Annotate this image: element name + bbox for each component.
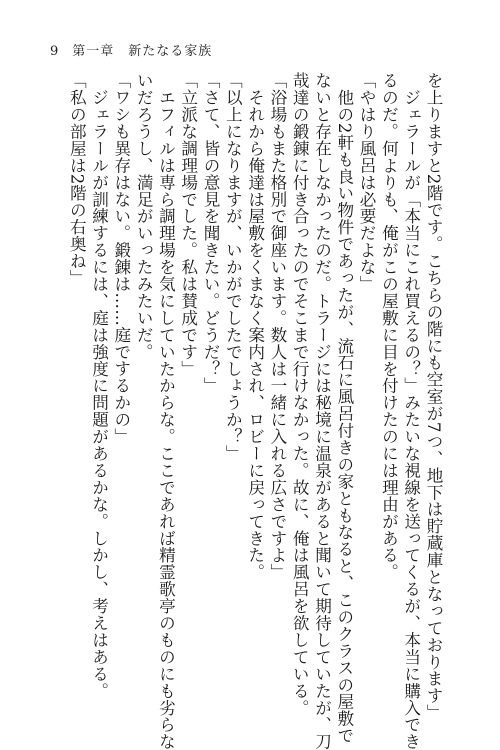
text-line: を上りますと2階です。こちらの階にも空室が7つ、地下は貯蔵庫となっております」 [424,72,443,721]
running-header [50,40,212,59]
text-line: いだろうし、満足がいったみたいだ。 [134,72,154,361]
text-line: 「私の部屋は2階の右奥ね」 [67,72,87,287]
text-line: エフィルは専ら調理場を気にしていたからな。ここであれば精霊歌亭のものにも劣らな [156,72,176,750]
text-line: るのだ。何よりも、俺がこの屋敷に目を付けたのには理由がある。 [379,72,399,581]
text-line: ジェラールが訓練するには、庭は強度に問題があるかな。しかし、考えはある。 [89,72,109,700]
text-line: ジェラールが「本当にこれ買えるの？」みたいな視線を送ってくるが、本当に購入でき [401,72,421,750]
text-line: 「浴場もまた格別で御座います。数人は一緒に入れる広さですよ」 [267,72,287,581]
text-line: 「さて、皆の意見を聞きたい。どうだ？」 [201,72,221,395]
text-line: それから俺達は屋敷をくまなく案内され、ロビーに戻ってきた。 [245,72,265,581]
chapter-title: 第一章 新たなる家族 [72,44,213,59]
text-line: 哉達の鍛錬に付き合ったのでそこまで行けなかった。故に、俺は風呂を欲している。 [290,72,310,717]
text-line: ないと存在しなかったのだ。トラージには秘境に温泉があると聞いて期待していたが、刀 [312,72,332,750]
page-number: 9 [50,44,59,59]
text-line: 「立派な調理場でした。私は賛成です」 [178,72,198,378]
text-line: 「やはり風呂は必要だよな」 [357,72,377,293]
text-line: 他の2軒も良い物件であったが、流石に風呂付きの家ともなると、このクラスの屋敷で [334,72,354,744]
text-line: 「以上になりますが、いかがでしたでしょうか？」 [223,72,243,462]
vertical-body-text [65,72,444,750]
text-line: 「ワシも異存はない。鍛錬は……庭でするかの」 [111,72,131,445]
